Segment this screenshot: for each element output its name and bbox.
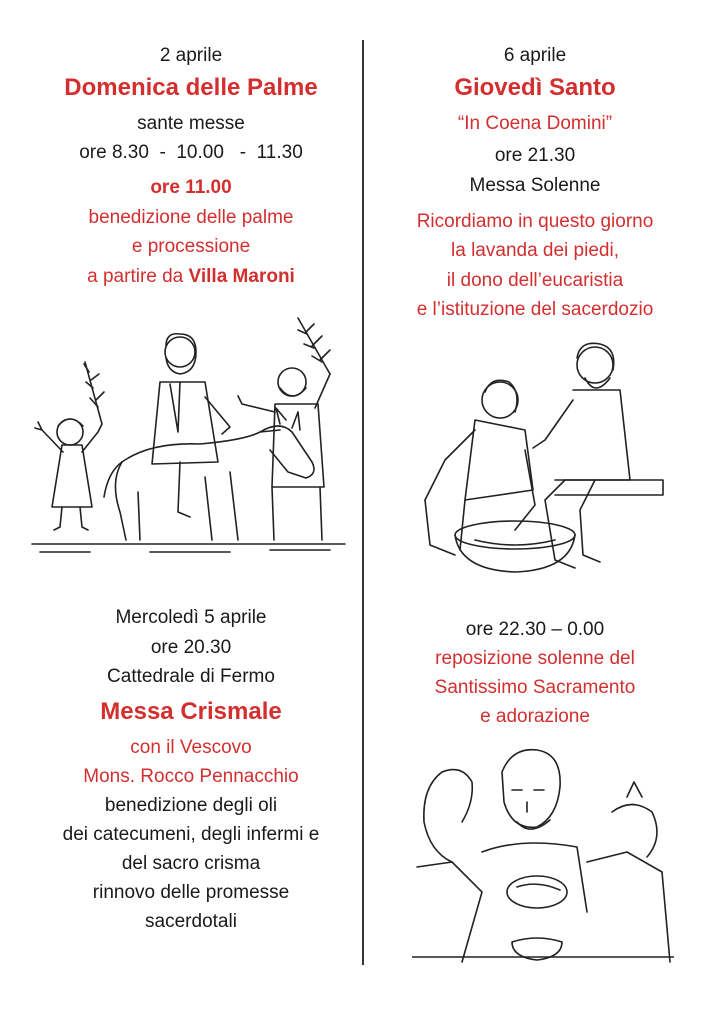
procession-line-2: e processione (131, 236, 251, 257)
holy-thursday-note-2: la lavanda dei piedi, (451, 240, 619, 261)
adoration-time: ore 22.30 – 0.00 (465, 619, 605, 640)
chrism-mass-with-1: con il Vescovo (130, 737, 252, 758)
holy-thursday-time: ore 21.30 (494, 145, 576, 166)
chrism-mass-desc-2: dei catecumeni, degli infermi e (62, 824, 320, 845)
mass-times: ore 8.30 - 10.00 - 11.30 (79, 142, 303, 163)
holy-thursday-note-1: Ricordiamo in questo giorno (416, 211, 654, 232)
procession-line-3: a partire da Villa Maroni (87, 266, 295, 287)
adoration-line-1: reposizione solenne del (435, 648, 635, 669)
adoration-line-3: e adorazione (480, 706, 590, 727)
procession-place: Villa Maroni (188, 266, 295, 287)
chrism-mass-desc-4: rinnovo delle promesse (92, 882, 290, 903)
chrism-mass-with-2: Mons. Rocco Pennacchio (83, 766, 299, 787)
holy-thursday-note-3: il dono dell’eucaristia (446, 270, 624, 291)
chrism-mass-desc-3: del sacro crisma (121, 853, 261, 874)
chrism-mass-time: ore 20.30 (150, 637, 232, 658)
chrism-mass-desc-5: sacerdotali (145, 911, 237, 932)
masses-label: sante messe (137, 113, 245, 134)
last-supper-drawing (412, 742, 674, 964)
chrism-mass-title: Messa Crismale (100, 698, 282, 725)
chrism-mass-section (20, 0, 362, 1024)
procession-line-1: benedizione delle palme (88, 207, 294, 228)
palm-sunday-title: Domenica delle Palme (64, 74, 318, 101)
holy-thursday-title: Giovedì Santo (454, 74, 616, 101)
holy-thursday-date: 6 aprile (503, 45, 567, 66)
chrism-mass-place: Cattedrale di Fermo (107, 666, 275, 687)
chrism-mass-desc-1: benedizione degli oli (104, 795, 278, 816)
chrism-mass-date: Mercoledì 5 aprile (115, 607, 267, 628)
procession-time: ore 11.00 (150, 177, 232, 198)
holy-thursday-mass: Messa Solenne (469, 175, 601, 196)
adoration-line-2: Santissimo Sacramento (434, 677, 636, 698)
holy-thursday-note-4: e l’istituzione del sacerdozio (416, 299, 654, 320)
palm-sunday-date: 2 aprile (159, 45, 223, 66)
holy-thursday-subtitle: “In Coena Domini” (457, 113, 613, 134)
